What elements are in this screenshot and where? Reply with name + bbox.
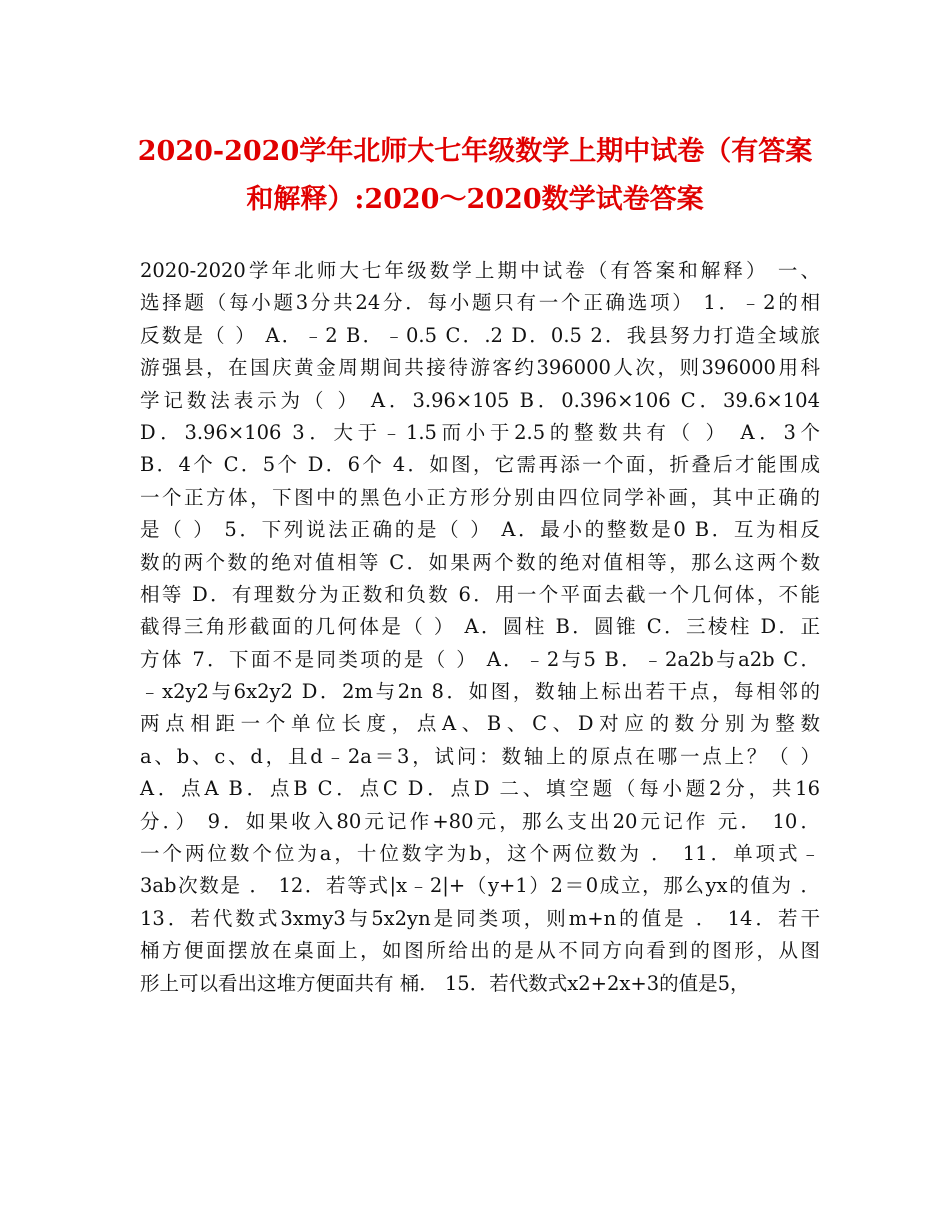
title-line-2: 和解释）:2020～2020数学试卷答案 — [246, 184, 704, 215]
body-line: 学记数法表示为（ ） A．3.96×105 B．0.396×106 C．39.6×104 — [140, 388, 820, 412]
body-line: 选择题（每小题3分共24分．每小题只有一个正确选项） 1．﹣2的相 — [140, 291, 820, 315]
document-title — [100, 128, 850, 224]
body-line: 反数是（ ） A．﹣2 B．﹣0.5 C．.2 D．0.5 2．我县努力打造全域旅 — [140, 323, 820, 347]
body-line: 方体 7．下面不是同类项的是（ ） A．﹣2与5 B．﹣2a2b与a2b C． — [140, 647, 820, 671]
body-line: ﹣x2y2与6x2y2 D．2m与2n 8．如图，数轴上标出若干点，每相邻的 — [140, 680, 820, 704]
document-body — [140, 255, 820, 1000]
body-line: 一个两位数个位为a，十位数字为b，这个两位数为 ． 11．单项式﹣ — [140, 842, 820, 866]
body-line: D．3.96×106 3．大于﹣1.5而小于2.5的整数共有（ ） A．3个 — [140, 420, 820, 444]
body-line: 数的两个数的绝对值相等 C．如果两个数的绝对值相等，那么这两个数 — [140, 550, 820, 574]
body-line: 13．若代数式3xmy3与5x2yn是同类项，则m+n的值是 ． 14．若干 — [140, 906, 820, 930]
body-line: A．点A B．点B C．点C D．点D 二、填空题（每小题2分，共16 — [140, 777, 820, 801]
body-line: 相等 D．有理数分为正数和负数 6．用一个平面去截一个几何体，不能 — [140, 582, 820, 606]
title-line-1: 2020-2020学年北师大七年级数学上期中试卷（有答案 — [137, 136, 813, 167]
body-line: 两点相距一个单位长度，点A、B、C、D对应的数分别为整数 — [140, 712, 820, 736]
body-line: 一个正方体，下图中的黑色小正方形分别由四位同学补画，其中正确的 — [140, 485, 820, 509]
body-line: 是（ ） 5．下列说法正确的是（ ） A．最小的整数是0 B．互为相反 — [140, 518, 820, 542]
body-line: 截得三角形截面的几何体是（ ） A．圆柱 B．圆锥 C．三棱柱 D．正 — [140, 615, 820, 639]
body-line: a、b、c、d，且d﹣2a＝3，试问：数轴上的原点在哪一点上？（ ） — [140, 744, 820, 768]
body-line: 桶方便面摆放在桌面上，如图所给出的是从不同方向看到的图形，从图 — [140, 939, 820, 963]
body-line: 2020-2020学年北师大七年级数学上期中试卷（有答案和解释） 一、 — [140, 259, 820, 282]
body-line: 游强县，在国庆黄金周期间共接待游客约396000人次，则396000用科 — [140, 356, 820, 380]
body-line: 形上可以看出这堆方便面共有 桶． 15．若代数式x2+2x+3的值是5， — [140, 971, 750, 995]
body-line: 3ab次数是 ． 12．若等式|x﹣2|+（y+1）2＝0成立，那么yx的值为 ． — [140, 874, 820, 898]
body-line: B．4个 C．5个 D．6个 4．如图，它需再添一个面，折叠后才能围成 — [140, 453, 820, 477]
body-line: 分．） 9．如果收入80元记作+80元，那么支出20元记作 元． 10． — [140, 809, 820, 833]
